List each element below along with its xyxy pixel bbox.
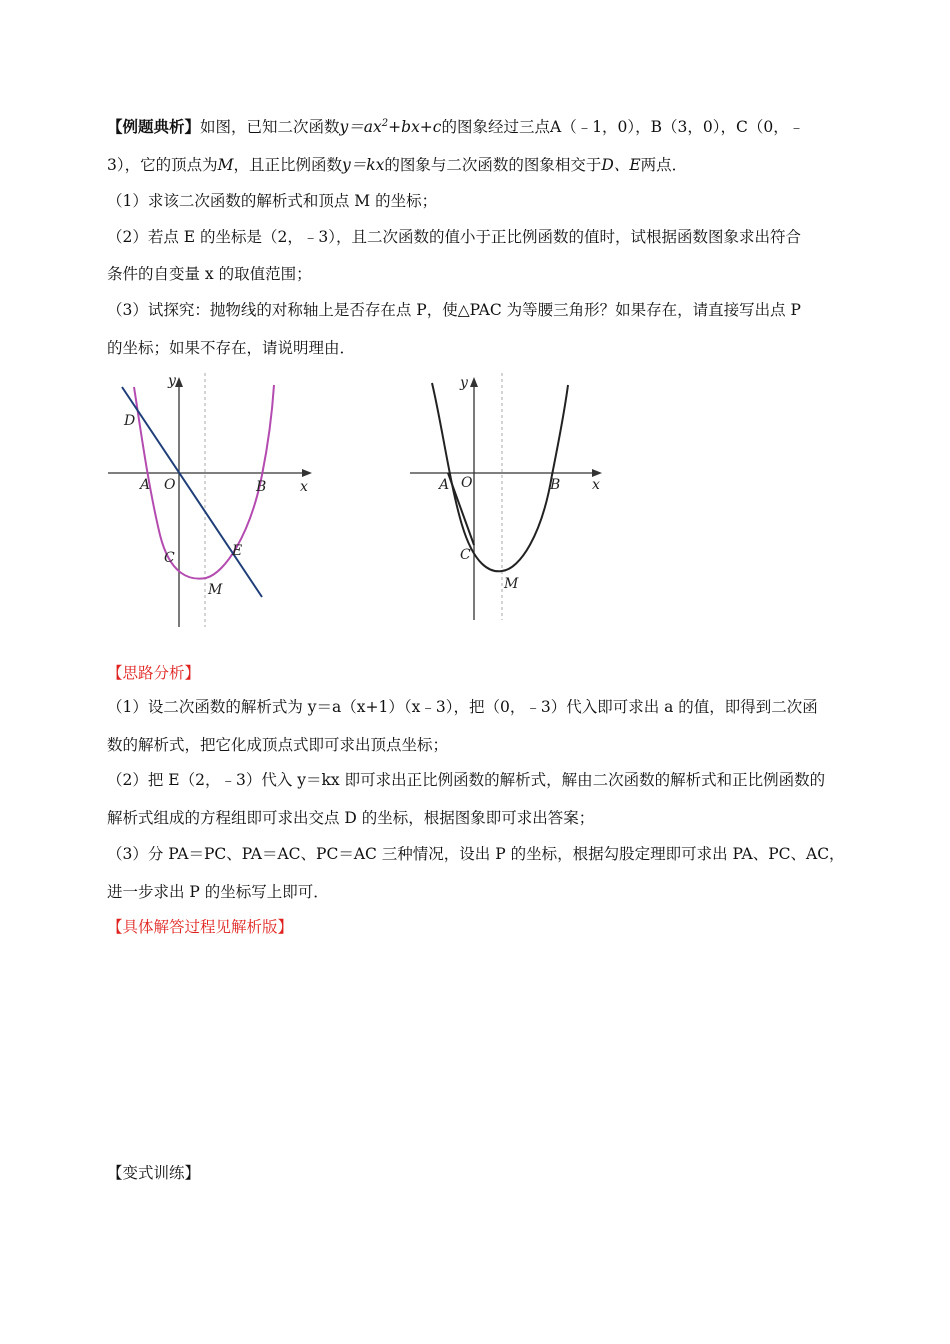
analysis-3-line-1: （3）分 PA＝PC、PA＝AC、PC＝AC 三种情况，设出 P 的坐标，根据勾股定理即可求出 PA、PC、AC， bbox=[107, 845, 845, 863]
example-line-2: 3），它的顶点为M，且正比例函数y＝kx的图象与二次函数的图象相交于D、E两点． bbox=[107, 156, 688, 174]
analysis-2-line-2: 解析式组成的方程组即可求出交点 D 的坐标，根据图象即可求出答案； bbox=[107, 809, 595, 827]
label-y: y bbox=[168, 373, 176, 389]
label-x: x bbox=[300, 479, 308, 495]
question-2-line-2: 条件的自变量 x 的取值范围； bbox=[107, 265, 312, 283]
question-3-line-1: （3）试探究：抛物线的对称轴上是否存在点 P，使△PAC 为等腰三角形？如果存在，请直接写出点 P bbox=[107, 301, 801, 319]
label-x: x bbox=[592, 477, 600, 493]
label-O: O bbox=[164, 477, 176, 493]
figure-right bbox=[402, 365, 632, 625]
analysis-3-line-2: 进一步求出 P 的坐标写上即可． bbox=[107, 883, 329, 901]
solution-footer: 【具体解答过程见解析版】 bbox=[107, 918, 294, 936]
x-axis-arrow bbox=[302, 469, 312, 477]
analysis-heading: 【思路分析】 bbox=[107, 664, 201, 682]
label-A: A bbox=[140, 477, 151, 493]
question-2-line-1: （2）若点 E 的坐标是（2，﹣3），且二次函数的值小于正比例函数的值时，试根据函数图象求出符合 bbox=[107, 228, 802, 246]
x-axis-arrow bbox=[592, 469, 602, 477]
label-M: M bbox=[208, 582, 223, 598]
label-D: D bbox=[124, 413, 136, 429]
label-A: A bbox=[439, 477, 450, 493]
question-3-line-2: 的坐标；如果不存在，请说明理由． bbox=[107, 339, 356, 357]
parabola bbox=[134, 385, 274, 579]
analysis-2-line-1: （2）把 E（2，﹣3）代入 y＝kx 即可求出正比例函数的解析式，解由二次函数的解析式和正比例函数的 bbox=[107, 771, 826, 789]
y-axis-arrow bbox=[175, 377, 183, 387]
example-heading: 【例题典析】 bbox=[107, 117, 201, 136]
label-E: E bbox=[232, 543, 243, 559]
parabola bbox=[432, 383, 568, 571]
label-C: C bbox=[460, 547, 471, 563]
example-line-1: 【例题典析】如图，已知二次函数$y=ax^2+bx+c$的图象经过三点A（﹣1，0），B（3，0），C（0，﹣ bbox=[107, 117, 805, 136]
analysis-1-line-2: 数的解析式，把它化成顶点式即可求出顶点坐标； bbox=[107, 736, 449, 754]
question-1: （1）求该二次函数的解析式和顶点 M 的坐标； bbox=[107, 192, 438, 210]
figure-left bbox=[100, 365, 330, 635]
variation-heading: 【变式训练】 bbox=[107, 1164, 201, 1182]
label-B: B bbox=[550, 477, 561, 493]
label-y: y bbox=[460, 375, 468, 391]
label-M: M bbox=[504, 576, 519, 592]
label-O: O bbox=[461, 475, 473, 491]
label-C: C bbox=[164, 550, 175, 566]
y-axis-arrow bbox=[470, 377, 478, 387]
label-B: B bbox=[256, 479, 267, 495]
analysis-1-line-1: （1）设二次函数的解析式为 y＝a（x+1）（x﹣3），把（0，﹣3）代入即可求出 a 的值，即得到二次函 bbox=[107, 698, 818, 716]
